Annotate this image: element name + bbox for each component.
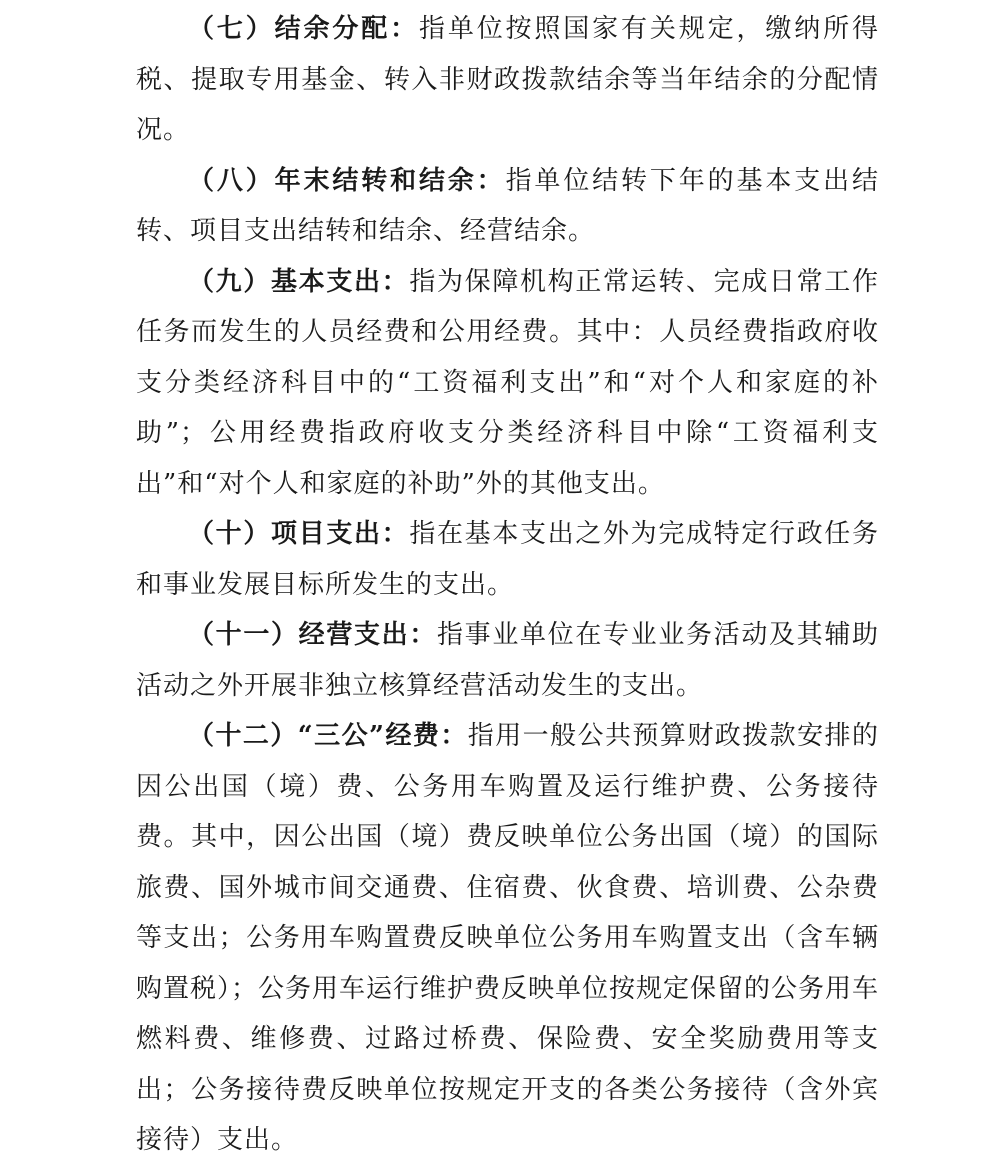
term-definition: 指用一般公共预算财政拨款安排的因公出国（境）费、公务用车购置及运行维护费、公务接待费。其中，因公出国（境）费反映单位公务出国（境）的国际旅费、国外城市间交通费、住宿费、伙食费、培训费、公杂费等支出；公务用车购置费反映单位公务用车购置支出（含车辆购置税）；公务用车运行维护费反映单位按规定保留的公务用车燃料费、维修费、过路过桥费、保险费、安全奖励费用等支出；公务接待费反映单位按规定开支的各类公务接待（含外宾接待）支出。: [136, 721, 880, 1155]
paragraph-project-expenditure: [136, 509, 879, 610]
term-heading: （十）项目支出：: [188, 519, 410, 549]
term-heading: （八）年末结转和结余：: [188, 165, 506, 196]
term-heading: （十一）经营支出：: [188, 620, 437, 650]
term-definition: 指事业单位在专业业务活动及其辅助活动之外开展非独立核算经营活动发生的支出。: [136, 620, 879, 701]
paragraph-three-public-expenses: [136, 711, 879, 1166]
paragraph-operating-expenditure: [136, 610, 879, 711]
paragraph-year-end-carryover: [136, 156, 879, 257]
term-definition: 指为保障机构正常运转、完成日常工作任务而发生的人员经费和公用经费。其中：人员经费指政府收支分类经济科目中的“工资福利支出”和“对个人和家庭的补助”；公用经费指政府收支分类经济科目中除“工资福利支出”和“对个人和家庭的补助”外的其他支出。: [136, 266, 879, 499]
paragraph-surplus-distribution: [136, 4, 879, 156]
term-definition: 指单位结转下年的基本支出结转、项目支出结转和结余、经营结余。: [136, 165, 879, 246]
term-heading: （七）结余分配：: [188, 14, 419, 44]
term-heading: （九）基本支出：: [188, 266, 410, 297]
term-definition: 指单位按照国家有关规定，缴纳所得税、提取专用基金、转入非财政拨款结余等当年结余的分配情况。: [136, 14, 879, 145]
paragraph-basic-expenditure: [136, 257, 879, 510]
term-heading: （十二）“三公”经费：: [188, 721, 468, 751]
term-definition: 指在基本支出之外为完成特定行政任务和事业发展目标所发生的支出。: [136, 519, 879, 600]
